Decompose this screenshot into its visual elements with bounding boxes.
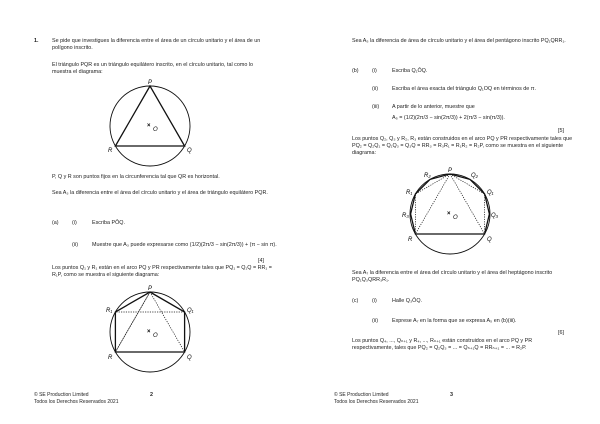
label-O: O	[153, 333, 158, 339]
label-R1: R₁	[406, 190, 413, 196]
right-page	[300, 0, 600, 424]
label-Q1: Q₁	[487, 190, 494, 196]
part-a-ii-label: (ii)	[72, 242, 78, 248]
label-Q: Q	[187, 148, 192, 154]
page-number: 2	[150, 392, 153, 398]
part-c-i-label: (i)	[372, 298, 377, 304]
part-b-i-label: (i)	[372, 68, 377, 74]
part-b-ii-text: Escriba el área exacta del triángulo Q₁OQ en términos de π.	[392, 86, 536, 92]
pentagon-diagram	[100, 284, 200, 378]
page-number: 3	[450, 392, 453, 398]
part-a-label: (a)	[52, 220, 59, 226]
label-R: R	[108, 148, 113, 154]
pentagon	[115, 292, 184, 352]
part-c-label: (c)	[352, 298, 359, 304]
triangle-diagram	[100, 78, 200, 170]
part-a-i-text: Escriba PÔQ.	[92, 220, 125, 226]
part-c-ii-label: (ii)	[372, 318, 378, 324]
center-mark: ×	[447, 211, 451, 217]
part-a-ii-text: Muestre que A₃ puede expresarse como (1/2)(2π/3 − sin(2π/3)) + (π − sin π).	[92, 242, 277, 248]
label-Q: Q	[487, 237, 492, 243]
part-b-iii-text: A partir de lo anterior, muestre que	[392, 104, 475, 110]
heptagon-diagram	[400, 166, 500, 258]
center-mark: ×	[147, 123, 151, 129]
a7-definition: Sea A₇ la diferencia entre el área del círculo unitario y el área del heptágono inscrito PQ₁Q₃QRR₃R₁.	[352, 270, 553, 283]
label-P: P	[148, 80, 153, 86]
label-O: O	[153, 127, 158, 133]
points-general-text: Los puntos Q₄, ..., Qₙ₊₁ y R₄, ..., Rₙ₊₁ están construidos en el arco PQ y PR respectivamente, tales que PQ₂ = Q₂Q₃ = ... = Qₙ₊₁Q = RRₙ₊₁ = ... = R₂P.	[352, 338, 533, 351]
points-q1-r1-text: Los puntos Q₁ y R₁ están en el arco PQ y PR respectivamente tales que PQ₁ = Q₁Q = RR₁ = R₁P, como se muestra el siguiente diagrama:	[52, 265, 272, 278]
footer-copyright: © SE Production Limited	[34, 392, 89, 398]
label-Q3: Q₃	[491, 213, 499, 219]
a5-definition: Sea A₅ la diferencia de área de círculo unitario y el área del pentágono inscrito PQ₁QRR₁.	[352, 38, 566, 44]
part-b-ii-label: (ii)	[372, 86, 378, 92]
part-b-iii-formula: A₅ = (1/2)(2π/3 − sin(2π/3)) + 2(π/3 − sin(π/3)).	[392, 115, 505, 121]
triangle-text: El triángulo PQR es un triángulo equilátero inscrito, en el círculo unitario, tal como lo muestra el diagrama:	[52, 62, 254, 75]
label-P: P	[448, 168, 453, 174]
marks-c: [6]	[558, 330, 564, 336]
intro-text: Se pide que investigues la diferencia entre el área de un círculo unitario y el área de un polígono inscrito.	[52, 38, 261, 51]
part-c-i-text: Halle Q₃ÔQ.	[392, 298, 423, 304]
fixed-points-text: P, Q y R son puntos fijos en la circunferencia tal que QR es horizontal.	[52, 174, 220, 180]
footer-copyright: © SE Production Limited	[334, 392, 389, 398]
footer-rights: Todos los Derechos Reservados 2021	[34, 399, 119, 405]
label-Q2: Q₂	[471, 173, 478, 179]
marks-b: [5]	[558, 128, 564, 134]
part-a-i-label: (i)	[72, 220, 77, 226]
part-c-ii-text: Exprese A₇ en la forma que se expresa A₅ en (b)(iii).	[392, 318, 517, 324]
a3-definition: Sea A₃ la diferencia entre el área del círculo unitario y el área de triángulo equilátero PQR.	[52, 190, 268, 196]
part-b-label: (b)	[352, 68, 359, 74]
heptagon	[411, 174, 490, 234]
part-b-iii-label: (iii)	[372, 104, 380, 110]
points-q2-q3-text: Los puntos Q₂, Q₃ y R₂, R₃ están construidos en el arco PQ y PR respectivamente tales que PQ₂ = Q₂Q₁ = Q₁Q₃ = Q₃Q = RR₃ = R₃R₁ = R₁R₂ = R₂P, como se muestra en el siguiente diagrama:	[352, 136, 573, 156]
marks-a: [4]	[258, 258, 264, 264]
triangle-pqr	[115, 86, 184, 146]
label-R: R	[408, 237, 413, 243]
dashed-edge-pq	[150, 292, 185, 352]
label-R1: R₁	[106, 308, 113, 314]
center-mark: ×	[147, 329, 151, 335]
label-P: P	[148, 286, 153, 292]
label-Q: Q	[187, 355, 192, 361]
label-R: R	[108, 355, 113, 361]
label-O: O	[453, 215, 458, 221]
question-number: 1.	[34, 38, 39, 44]
label-R3: R₃	[402, 213, 409, 219]
dashed-triangle	[115, 292, 184, 352]
label-Q1: Q₁	[187, 308, 194, 314]
footer-rights: Todos los Derechos Reservados 2021	[334, 399, 419, 405]
part-b-i-text: Escriba Q₁ÔQ.	[392, 68, 428, 74]
label-R2: R₂	[424, 173, 431, 179]
